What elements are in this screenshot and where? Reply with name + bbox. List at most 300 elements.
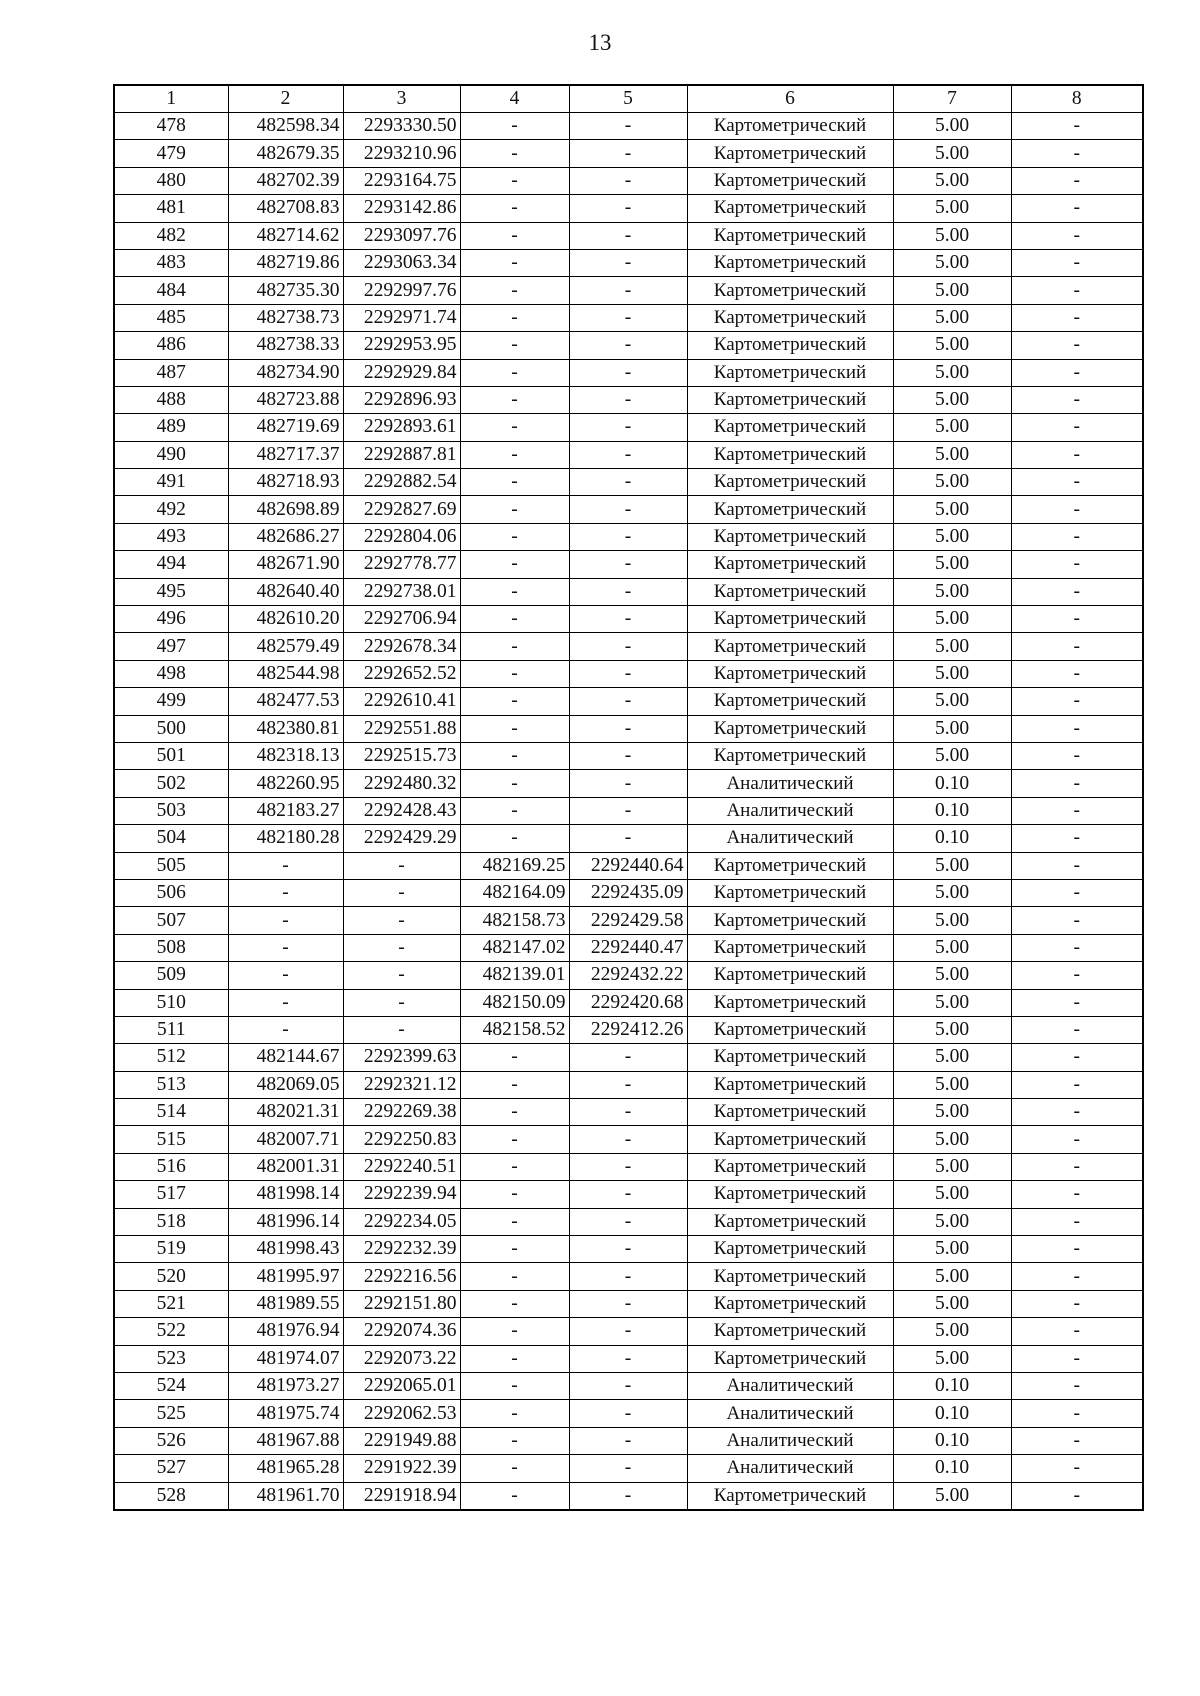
- table-cell: -: [460, 249, 569, 276]
- table-cell: 482380.81: [228, 715, 343, 742]
- table-row: [114, 441, 1143, 468]
- table-cell: 481965.28: [228, 1455, 343, 1482]
- table-cell: -: [1011, 825, 1143, 852]
- table-cell: -: [1011, 277, 1143, 304]
- table-cell: 506: [114, 879, 228, 906]
- table-cell: 497: [114, 633, 228, 660]
- table-cell: -: [1011, 1482, 1143, 1510]
- table-cell: 482738.33: [228, 332, 343, 359]
- table-cell: -: [460, 1126, 569, 1153]
- table-cell: -: [1011, 1455, 1143, 1482]
- table-cell: 5.00: [893, 140, 1011, 167]
- table-cell: -: [343, 1016, 460, 1043]
- table-cell: 5.00: [893, 523, 1011, 550]
- table-cell: 495: [114, 578, 228, 605]
- table-cell: 5.00: [893, 496, 1011, 523]
- table-cell: 512: [114, 1044, 228, 1071]
- table-cell: -: [228, 1016, 343, 1043]
- table-row: [114, 1482, 1143, 1510]
- table-cell: 2293063.34: [343, 249, 460, 276]
- table-cell: -: [569, 1427, 687, 1454]
- table-cell: -: [1011, 1290, 1143, 1317]
- table-cell: 2292432.22: [569, 962, 687, 989]
- table-cell: 502: [114, 770, 228, 797]
- table-cell: Картометрический: [687, 633, 893, 660]
- table-row: [114, 249, 1143, 276]
- table-cell: -: [1011, 578, 1143, 605]
- table-cell: 527: [114, 1455, 228, 1482]
- table-cell: -: [228, 934, 343, 961]
- table-cell: -: [460, 1318, 569, 1345]
- table-cell: Картометрический: [687, 660, 893, 687]
- table-cell: -: [569, 523, 687, 550]
- table-cell: 2292896.93: [343, 386, 460, 413]
- table-cell: -: [569, 113, 687, 140]
- table-cell: 505: [114, 852, 228, 879]
- table-cell: Аналитический: [687, 1372, 893, 1399]
- table-cell: Аналитический: [687, 825, 893, 852]
- table-cell: -: [569, 277, 687, 304]
- table-cell: 481976.94: [228, 1318, 343, 1345]
- table-cell: 528: [114, 1482, 228, 1510]
- table-cell: 488: [114, 386, 228, 413]
- table-cell: 5.00: [893, 277, 1011, 304]
- table-cell: -: [460, 195, 569, 222]
- table-row: [114, 633, 1143, 660]
- table-cell: 482021.31: [228, 1099, 343, 1126]
- table-cell: -: [1011, 1208, 1143, 1235]
- table-cell: -: [460, 1181, 569, 1208]
- table-cell: 482: [114, 222, 228, 249]
- table-cell: 500: [114, 715, 228, 742]
- table-row: [114, 277, 1143, 304]
- table-cell: -: [1011, 414, 1143, 441]
- table-cell: 2292440.64: [569, 852, 687, 879]
- table-row: [114, 222, 1143, 249]
- table-cell: 5.00: [893, 1153, 1011, 1180]
- table-cell: 482158.52: [460, 1016, 569, 1043]
- table-cell: -: [1011, 934, 1143, 961]
- table-cell: -: [569, 441, 687, 468]
- table-cell: Картометрический: [687, 551, 893, 578]
- table-cell: 0.10: [893, 1400, 1011, 1427]
- table-cell: -: [460, 770, 569, 797]
- table-cell: 481974.07: [228, 1345, 343, 1372]
- table-row: [114, 523, 1143, 550]
- table-cell: -: [569, 1099, 687, 1126]
- table-cell: 514: [114, 1099, 228, 1126]
- table-row: [114, 962, 1143, 989]
- table-cell: 482679.35: [228, 140, 343, 167]
- table-cell: -: [460, 1345, 569, 1372]
- table-cell: -: [460, 332, 569, 359]
- table-cell: 2292804.06: [343, 523, 460, 550]
- table-row: [114, 989, 1143, 1016]
- table-cell: 499: [114, 688, 228, 715]
- table-cell: -: [1011, 1236, 1143, 1263]
- table-cell: 482598.34: [228, 113, 343, 140]
- table-cell: Картометрический: [687, 113, 893, 140]
- table-cell: -: [569, 797, 687, 824]
- table-cell: 2292827.69: [343, 496, 460, 523]
- table-cell: 482738.73: [228, 304, 343, 331]
- table-cell: -: [569, 249, 687, 276]
- table-cell: 482001.31: [228, 1153, 343, 1180]
- table-cell: -: [460, 1482, 569, 1510]
- column-header: 8: [1011, 85, 1143, 113]
- table-cell: -: [1011, 1372, 1143, 1399]
- table-cell: Картометрический: [687, 469, 893, 496]
- table-cell: -: [569, 1345, 687, 1372]
- table-cell: -: [1011, 386, 1143, 413]
- table-cell: 482610.20: [228, 606, 343, 633]
- table-cell: 2292971.74: [343, 304, 460, 331]
- table-row: [114, 414, 1143, 441]
- table-cell: 2292435.09: [569, 879, 687, 906]
- table-cell: -: [460, 167, 569, 194]
- table-cell: 5.00: [893, 1099, 1011, 1126]
- table-cell: 5.00: [893, 1126, 1011, 1153]
- table-row: [114, 1071, 1143, 1098]
- table-cell: Картометрический: [687, 1236, 893, 1263]
- table-cell: 492: [114, 496, 228, 523]
- table-cell: -: [460, 797, 569, 824]
- table-row: [114, 304, 1143, 331]
- table-cell: 493: [114, 523, 228, 550]
- table-row: [114, 1318, 1143, 1345]
- table-cell: 480: [114, 167, 228, 194]
- table-cell: 2292065.01: [343, 1372, 460, 1399]
- table-cell: 5.00: [893, 1263, 1011, 1290]
- table-cell: 482169.25: [460, 852, 569, 879]
- table-row: [114, 496, 1143, 523]
- table-cell: -: [343, 879, 460, 906]
- table-cell: 5.00: [893, 934, 1011, 961]
- table-row: [114, 1208, 1143, 1235]
- table-cell: -: [569, 496, 687, 523]
- table-row: [114, 551, 1143, 578]
- table-cell: Картометрический: [687, 386, 893, 413]
- table-cell: 482579.49: [228, 633, 343, 660]
- table-cell: 5.00: [893, 989, 1011, 1016]
- table-cell: Картометрический: [687, 1345, 893, 1372]
- table-cell: -: [1011, 715, 1143, 742]
- table-cell: 485: [114, 304, 228, 331]
- table-cell: 482702.39: [228, 167, 343, 194]
- table-cell: 5.00: [893, 1181, 1011, 1208]
- table-cell: 482719.86: [228, 249, 343, 276]
- table-cell: -: [460, 414, 569, 441]
- table-cell: Картометрический: [687, 140, 893, 167]
- table-cell: -: [460, 222, 569, 249]
- table-cell: -: [1011, 222, 1143, 249]
- table-cell: -: [569, 688, 687, 715]
- table-row: [114, 1345, 1143, 1372]
- table-cell: Картометрический: [687, 167, 893, 194]
- table-cell: Картометрический: [687, 304, 893, 331]
- table-cell: -: [460, 1290, 569, 1317]
- table-cell: -: [460, 1099, 569, 1126]
- table-cell: 2292420.68: [569, 989, 687, 1016]
- table-cell: 511: [114, 1016, 228, 1043]
- table-cell: Картометрический: [687, 359, 893, 386]
- table-row: [114, 386, 1143, 413]
- table-cell: -: [569, 660, 687, 687]
- table-cell: Картометрический: [687, 441, 893, 468]
- table-cell: -: [569, 606, 687, 633]
- table-cell: -: [460, 1372, 569, 1399]
- table-cell: 482698.89: [228, 496, 343, 523]
- table-cell: 5.00: [893, 852, 1011, 879]
- table-cell: Картометрический: [687, 523, 893, 550]
- table-cell: 489: [114, 414, 228, 441]
- table-cell: 2292269.38: [343, 1099, 460, 1126]
- table-cell: -: [1011, 195, 1143, 222]
- table-cell: 2292706.94: [343, 606, 460, 633]
- table-cell: 5.00: [893, 113, 1011, 140]
- table-cell: 482164.09: [460, 879, 569, 906]
- table-cell: -: [228, 907, 343, 934]
- table-row: [114, 770, 1143, 797]
- table-cell: 481961.70: [228, 1482, 343, 1510]
- table-cell: -: [460, 441, 569, 468]
- table-cell: -: [460, 551, 569, 578]
- table-cell: Картометрический: [687, 578, 893, 605]
- table-cell: 5.00: [893, 606, 1011, 633]
- table-cell: 482717.37: [228, 441, 343, 468]
- table-cell: -: [1011, 633, 1143, 660]
- table-cell: -: [569, 1071, 687, 1098]
- table-cell: -: [569, 1318, 687, 1345]
- table-cell: -: [1011, 140, 1143, 167]
- table-cell: -: [460, 386, 569, 413]
- table-cell: 482477.53: [228, 688, 343, 715]
- table-cell: -: [460, 1153, 569, 1180]
- table-cell: 482139.01: [460, 962, 569, 989]
- table-cell: 5.00: [893, 469, 1011, 496]
- table-cell: Аналитический: [687, 797, 893, 824]
- column-header: 1: [114, 85, 228, 113]
- table-cell: 2291918.94: [343, 1482, 460, 1510]
- table-cell: -: [1011, 1263, 1143, 1290]
- table-cell: -: [1011, 770, 1143, 797]
- table-cell: -: [1011, 1318, 1143, 1345]
- column-header: 6: [687, 85, 893, 113]
- table-cell: 518: [114, 1208, 228, 1235]
- table-cell: 481996.14: [228, 1208, 343, 1235]
- table-cell: 5.00: [893, 1044, 1011, 1071]
- table-cell: -: [569, 1181, 687, 1208]
- table-cell: -: [569, 1208, 687, 1235]
- table-row: [114, 1290, 1143, 1317]
- table-cell: -: [569, 167, 687, 194]
- table-cell: -: [1011, 797, 1143, 824]
- table-cell: 482069.05: [228, 1071, 343, 1098]
- table-cell: 5.00: [893, 414, 1011, 441]
- table-cell: 481995.97: [228, 1263, 343, 1290]
- table-cell: -: [1011, 989, 1143, 1016]
- table-row: [114, 1455, 1143, 1482]
- table-cell: 5.00: [893, 167, 1011, 194]
- table-cell: -: [460, 825, 569, 852]
- table-cell: 2291949.88: [343, 1427, 460, 1454]
- table-cell: Картометрический: [687, 1263, 893, 1290]
- table-cell: Картометрический: [687, 989, 893, 1016]
- table-cell: -: [343, 852, 460, 879]
- column-header: 5: [569, 85, 687, 113]
- table-cell: Картометрический: [687, 1044, 893, 1071]
- table-cell: Аналитический: [687, 770, 893, 797]
- table-cell: -: [1011, 1071, 1143, 1098]
- table-cell: -: [1011, 1016, 1143, 1043]
- table-row: [114, 578, 1143, 605]
- table-cell: 5.00: [893, 1345, 1011, 1372]
- table-cell: Картометрический: [687, 1126, 893, 1153]
- table-cell: 2292321.12: [343, 1071, 460, 1098]
- table-cell: 2293142.86: [343, 195, 460, 222]
- table-cell: 482719.69: [228, 414, 343, 441]
- table-cell: 2293164.75: [343, 167, 460, 194]
- table-cell: 2292073.22: [343, 1345, 460, 1372]
- table-cell: Аналитический: [687, 1400, 893, 1427]
- table-cell: Картометрический: [687, 907, 893, 934]
- table-cell: 2292250.83: [343, 1126, 460, 1153]
- table-cell: 2292887.81: [343, 441, 460, 468]
- table-cell: 2292412.26: [569, 1016, 687, 1043]
- table-row: [114, 332, 1143, 359]
- table-cell: Картометрический: [687, 332, 893, 359]
- table-cell: Картометрический: [687, 934, 893, 961]
- table-cell: 520: [114, 1263, 228, 1290]
- table-cell: 0.10: [893, 770, 1011, 797]
- table-cell: 5.00: [893, 1290, 1011, 1317]
- table-row: [114, 195, 1143, 222]
- table-row: [114, 1236, 1143, 1263]
- table-cell: -: [1011, 1400, 1143, 1427]
- table-cell: 482714.62: [228, 222, 343, 249]
- table-cell: 5.00: [893, 386, 1011, 413]
- table-cell: 2292239.94: [343, 1181, 460, 1208]
- table-cell: -: [460, 304, 569, 331]
- table-row: [114, 140, 1143, 167]
- table-cell: -: [569, 386, 687, 413]
- table-cell: -: [460, 1455, 569, 1482]
- table-cell: 5.00: [893, 332, 1011, 359]
- table-cell: 5.00: [893, 249, 1011, 276]
- table-cell: 491: [114, 469, 228, 496]
- table-cell: -: [228, 852, 343, 879]
- table-cell: 481975.74: [228, 1400, 343, 1427]
- table-cell: Картометрический: [687, 852, 893, 879]
- table-cell: 5.00: [893, 551, 1011, 578]
- table-cell: 481967.88: [228, 1427, 343, 1454]
- table-cell: 2292429.29: [343, 825, 460, 852]
- table-cell: Картометрический: [687, 249, 893, 276]
- table-cell: 2292610.41: [343, 688, 460, 715]
- table-cell: 513: [114, 1071, 228, 1098]
- table-cell: -: [569, 1263, 687, 1290]
- table-cell: 496: [114, 606, 228, 633]
- table-cell: 2292882.54: [343, 469, 460, 496]
- table-cell: 2292440.47: [569, 934, 687, 961]
- table-cell: 486: [114, 332, 228, 359]
- table-cell: -: [569, 1153, 687, 1180]
- table-cell: 526: [114, 1427, 228, 1454]
- table-cell: -: [1011, 1099, 1143, 1126]
- table-cell: -: [569, 195, 687, 222]
- table-cell: 5.00: [893, 1236, 1011, 1263]
- table-cell: -: [460, 1208, 569, 1235]
- table-cell: -: [1011, 441, 1143, 468]
- table-cell: -: [1011, 304, 1143, 331]
- table-cell: -: [460, 113, 569, 140]
- table-row: [114, 715, 1143, 742]
- table-cell: -: [460, 1071, 569, 1098]
- table-cell: -: [569, 304, 687, 331]
- table-cell: 517: [114, 1181, 228, 1208]
- table-cell: 2292551.88: [343, 715, 460, 742]
- table-cell: 482147.02: [460, 934, 569, 961]
- table-cell: Картометрический: [687, 879, 893, 906]
- table-cell: -: [1011, 1126, 1143, 1153]
- table-cell: 0.10: [893, 797, 1011, 824]
- table-cell: 2292062.53: [343, 1400, 460, 1427]
- table-cell: -: [1011, 469, 1143, 496]
- table-cell: -: [569, 1236, 687, 1263]
- table-cell: 482150.09: [460, 989, 569, 1016]
- table-row: [114, 852, 1143, 879]
- table-cell: -: [460, 1236, 569, 1263]
- table-cell: Картометрический: [687, 1181, 893, 1208]
- table-cell: Картометрический: [687, 742, 893, 769]
- table-cell: 483: [114, 249, 228, 276]
- table-cell: -: [1011, 1181, 1143, 1208]
- table-body: [114, 113, 1143, 1510]
- table-cell: 5.00: [893, 359, 1011, 386]
- table-cell: 487: [114, 359, 228, 386]
- table-cell: -: [460, 277, 569, 304]
- table-cell: 482260.95: [228, 770, 343, 797]
- table-cell: -: [460, 469, 569, 496]
- table-cell: 2293097.76: [343, 222, 460, 249]
- table-cell: -: [1011, 660, 1143, 687]
- table-cell: -: [1011, 249, 1143, 276]
- table-cell: -: [343, 989, 460, 1016]
- table-row: [114, 167, 1143, 194]
- table-cell: 5.00: [893, 715, 1011, 742]
- table-row: [114, 1427, 1143, 1454]
- table-row: [114, 688, 1143, 715]
- table-cell: 481973.27: [228, 1372, 343, 1399]
- table-cell: 482734.90: [228, 359, 343, 386]
- table-cell: 482640.40: [228, 578, 343, 605]
- table-cell: 2292953.95: [343, 332, 460, 359]
- table-cell: -: [569, 1290, 687, 1317]
- table-cell: -: [569, 1372, 687, 1399]
- table-cell: 5.00: [893, 304, 1011, 331]
- table-cell: 5.00: [893, 962, 1011, 989]
- table-cell: -: [569, 742, 687, 769]
- table-cell: 0.10: [893, 1427, 1011, 1454]
- table-cell: 5.00: [893, 633, 1011, 660]
- table-cell: 5.00: [893, 195, 1011, 222]
- table-cell: 2292429.58: [569, 907, 687, 934]
- table-cell: -: [569, 1044, 687, 1071]
- table-cell: 525: [114, 1400, 228, 1427]
- table-cell: -: [460, 688, 569, 715]
- table-cell: Картометрический: [687, 715, 893, 742]
- table-cell: -: [228, 989, 343, 1016]
